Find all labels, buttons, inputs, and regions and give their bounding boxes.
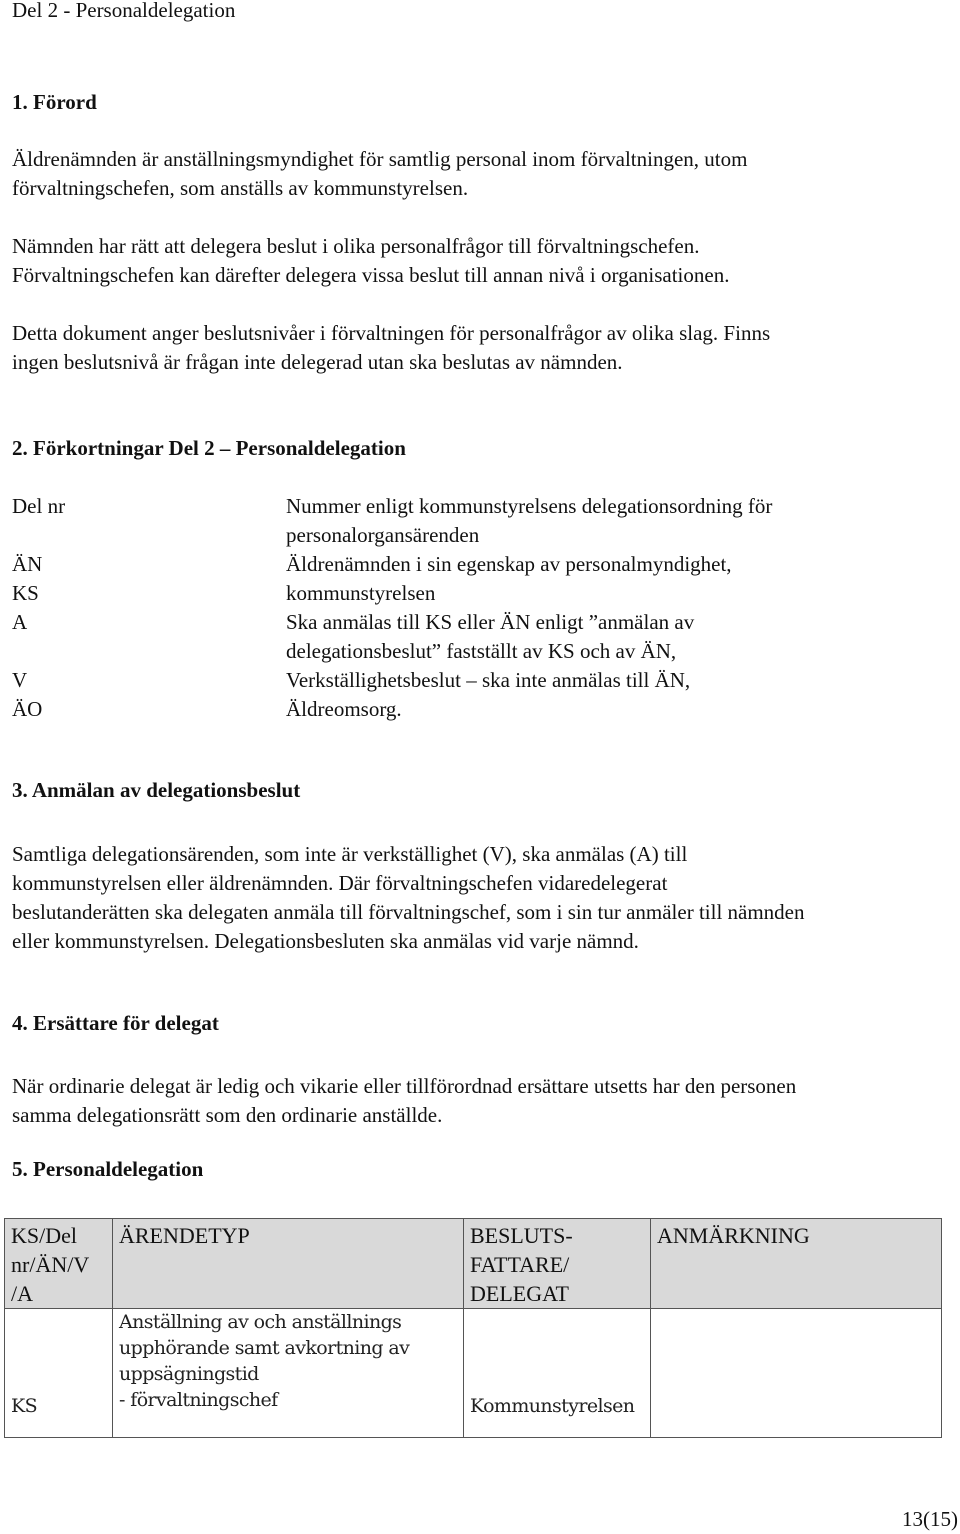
table-header-row: [5, 1219, 942, 1309]
paragraph-line: Samtliga delegationsärenden, som inte är verkställighet (V), ska anmälas (A) till: [12, 842, 688, 866]
abbreviation-definition: Äldreomsorg.: [286, 697, 402, 721]
table-cell-anmarkning: [651, 1309, 942, 1438]
abbreviation-term: KS: [12, 581, 39, 605]
column-header-arendetyp: ÄRENDETYP: [113, 1219, 464, 1309]
paragraph-line: kommunstyrelsen eller äldrenämnden. Där förvaltningschefen vidaredelegerat: [12, 871, 668, 895]
paragraph-line: Äldrenämnden är anställningsmyndighet för samtlig personal inom förvaltningen, utom: [12, 147, 748, 171]
table-cell-code: [5, 1309, 113, 1438]
paragraph-line: Nämnden har rätt att delegera beslut i olika personalfrågor till förvaltningschefen.: [12, 234, 700, 258]
paragraph-line: När ordinarie delegat är ledig och vikarie eller tillförordnad ersättare utsetts har den personen: [12, 1074, 797, 1098]
table-cell-arendetyp: Anställning av och anställnings upphörande samt avkortning av uppsägningstid - förvaltningschef: [113, 1309, 464, 1438]
abbreviation-term: Del nr: [12, 494, 66, 518]
abbreviation-definition: Nummer enligt kommunstyrelsens delegationsordning för: [286, 494, 773, 518]
abbreviation-definition: kommunstyrelsen: [286, 581, 436, 605]
abbreviation-definition: personalorgansärenden: [286, 523, 480, 547]
section-heading-reporting: 3. Anmälan av delegationsbeslut: [12, 778, 301, 802]
cell-code-text: KS: [11, 1395, 38, 1417]
cell-delegat-text: Kommunstyrelsen: [470, 1395, 635, 1417]
abbreviation-definition: Ska anmälas till KS eller ÄN enligt ”anmälan av: [286, 610, 695, 634]
abbreviation-term: V: [12, 668, 28, 692]
table-cell-delegat: [464, 1309, 651, 1438]
abbreviation-definition: delegationsbeslut” fastställt av KS och av ÄN,: [286, 639, 677, 663]
column-header-beslutsfattare: BESLUTS- FATTARE/ DELEGAT: [464, 1219, 651, 1309]
section-heading-abbreviations: 2. Förkortningar Del 2 – Personaldelegation: [12, 436, 406, 460]
abbreviation-definition: Äldrenämnden i sin egenskap av personalmyndighet,: [286, 552, 732, 576]
section-heading-personnel-delegation: 5. Personaldelegation: [12, 1157, 204, 1181]
delegation-table: [4, 1218, 942, 1438]
column-header-ks-del-nr: KS/Del nr/ÄN/V /A: [5, 1219, 113, 1309]
abbreviation-term: ÄO: [12, 697, 43, 721]
abbreviation-term: A: [12, 610, 28, 634]
section-heading-foreword: 1. Förord: [12, 90, 97, 114]
column-header-anmarkning: ANMÄRKNING: [651, 1219, 942, 1309]
abbreviation-definition: Verkställighetsbeslut – ska inte anmälas till ÄN,: [286, 668, 691, 692]
page-number: 13(15): [902, 1507, 958, 1531]
table-row: [5, 1309, 942, 1438]
paragraph-line: samma delegationsrätt som den ordinarie anställde.: [12, 1103, 443, 1127]
document-header: Del 2 - Personaldelegation: [12, 0, 236, 22]
section-heading-substitute: 4. Ersättare för delegat: [12, 1011, 219, 1035]
paragraph-line: beslutanderätten ska delegaten anmäla till förvaltningschef, som i sin tur anmäler till nämnden: [12, 900, 805, 924]
paragraph-line: Detta dokument anger beslutsnivåer i förvaltningen för personalfrågor av olika slag. Finns: [12, 321, 771, 345]
paragraph-line: eller kommunstyrelsen. Delegationsbesluten ska anmälas vid varje nämnd.: [12, 929, 639, 953]
abbreviation-term: ÄN: [12, 552, 43, 576]
paragraph-line: ingen beslutsnivå är frågan inte delegerad utan ska beslutas av nämnden.: [12, 350, 623, 374]
paragraph-line: förvaltningschefen, som anställs av kommunstyrelsen.: [12, 176, 469, 200]
paragraph-line: Förvaltningschefen kan därefter delegera vissa beslut till annan nivå i organisationen.: [12, 263, 730, 287]
